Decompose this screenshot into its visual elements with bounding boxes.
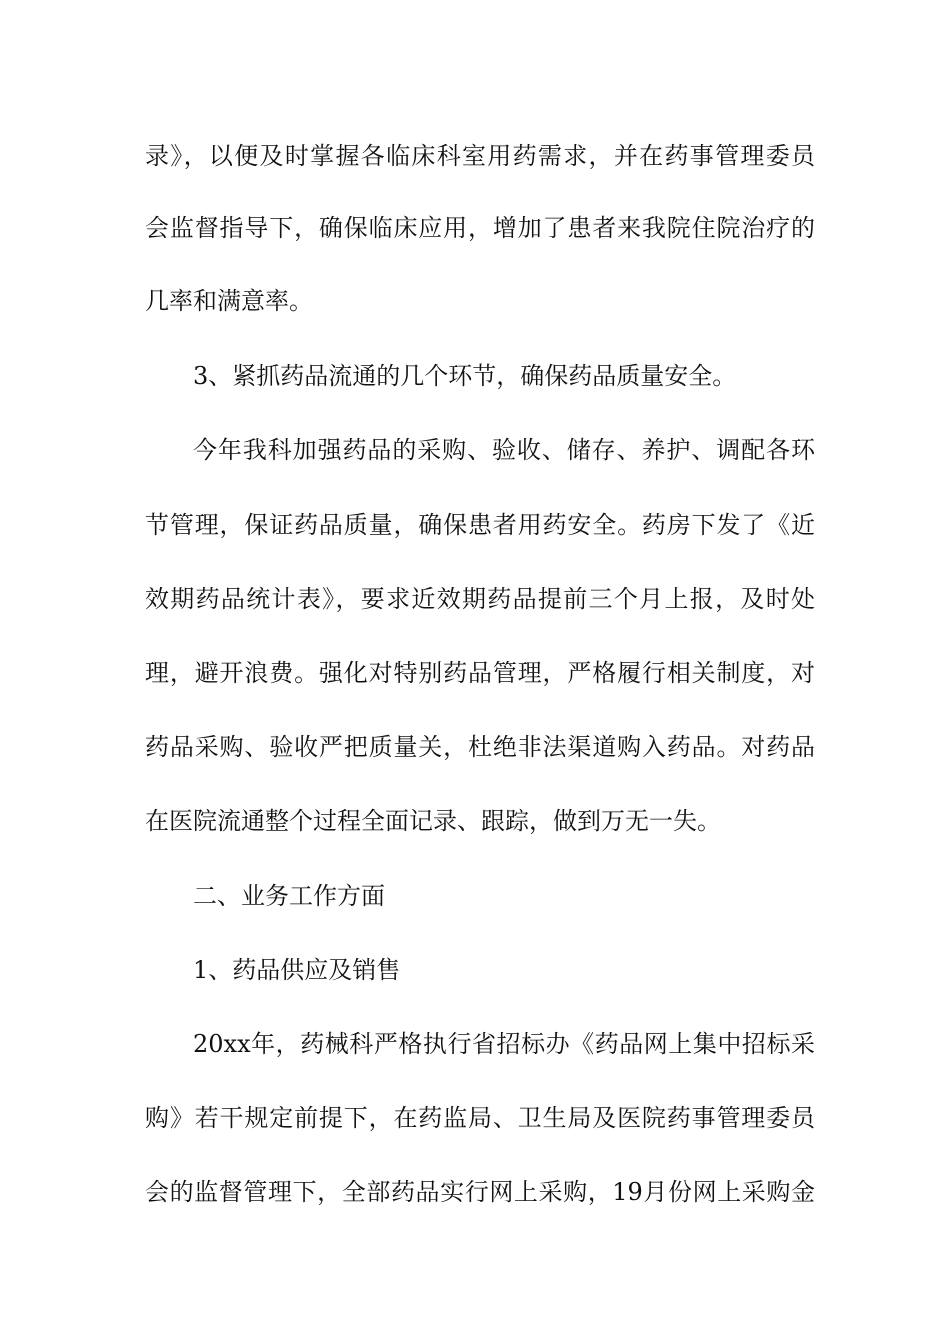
text-line: 购》若干规定前提下，在药监局、卫生局及医院药事管理委员 xyxy=(145,1104,815,1132)
section-heading: 3、紧抓药品流通的几个环节，确保药品质量安全。 xyxy=(193,362,737,390)
paragraph-first-line: 20xx年，药械科严格执行省招标办《药品网上集中招标采 xyxy=(193,1030,815,1058)
subsection-heading: 1、药品供应及销售 xyxy=(193,956,401,984)
section-heading: 二、业务工作方面 xyxy=(193,882,385,910)
text-line: 节管理，保证药品质量，确保患者用药安全。药房下发了《近 xyxy=(145,511,815,539)
text-line: 在医院流通整个过程全面记录、跟踪，做到万无一失。 xyxy=(145,807,721,835)
text-line: 录》，以便及时掌握各临床科室用药需求，并在药事管理委员 xyxy=(145,142,815,170)
paragraph-first-line: 今年我科加强药品的采购、验收、储存、养护、调配各环 xyxy=(193,436,815,464)
text-line: 会监督指导下，确保临床应用，增加了患者来我院住院治疗的 xyxy=(145,214,815,242)
text-line: 理，避开浪费。强化对特别药品管理，严格履行相关制度，对 xyxy=(145,659,815,687)
text-line: 几率和满意率。 xyxy=(145,287,313,315)
text-line: 会的监督管理下，全部药品实行网上采购，19月份网上采购金 xyxy=(145,1178,815,1206)
text-line: 药品采购、验收严把质量关，杜绝非法渠道购入药品。对药品 xyxy=(145,733,815,761)
text-line: 效期药品统计表》，要求近效期药品提前三个月上报，及时处 xyxy=(145,585,815,613)
